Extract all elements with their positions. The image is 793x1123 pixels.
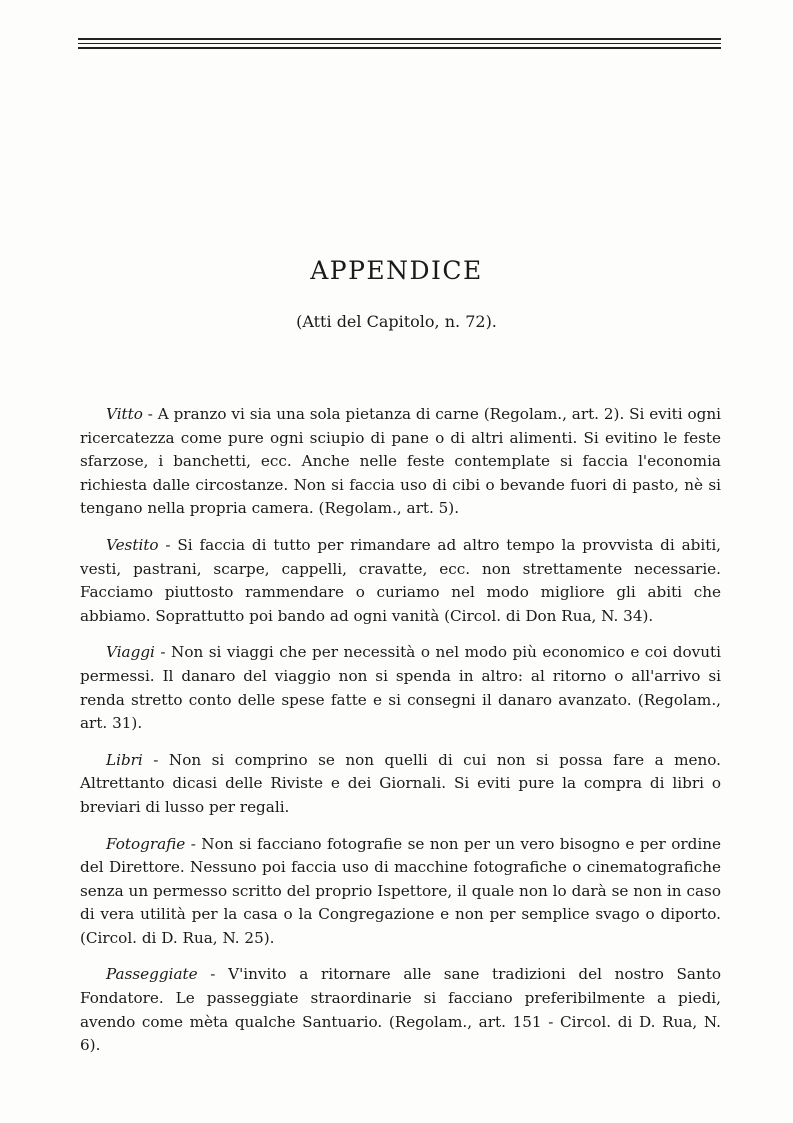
section-label: Vitto [106,405,143,423]
page-subtitle: (Atti del Capitolo, n. 72). [296,312,497,331]
top-rule-thin [78,43,721,44]
section-paragraph [80,749,721,820]
section-fotografie [80,833,721,951]
section-vestito [80,534,721,628]
section-label: Vestito [106,535,159,554]
section-passeggiate [80,963,721,1057]
section-vitto [80,403,721,521]
section-paragraph [80,963,721,1057]
section-text: - A pranzo vi sia una sola pietanza di carne (Regolam., art. 2). Si eviti ogni ricercatezza come pure ogni sciupio di pane o di altri alimenti. Si evitino le feste sfarzose, i banchetti, ecc. Anche nelle feste contemplate si faccia l'economia richiesta dalle circostanze. Non si faccia uso di cibi o bevande fuori di pasto, nè si tengano nella propria camera. (Regolam., art. 5). [80,405,721,518]
section-paragraph [80,403,721,521]
section-paragraph [80,833,721,951]
top-rule-bottom [78,47,721,49]
section-text: - Non si facciano fotografie se non per un vero bisogno e per ordine del Direttore. Nessuno poi faccia uso di macchine fotografiche o cinematografiche senza un permesso scritto del proprio Ispettore, il quale non lo darà se non in caso di vera utilità per la casa o la Congregazione e non per semplice svago o diporto. (Circol. di D. Rua, N. 25). [80,834,721,947]
section-libri [80,749,721,820]
page-title: APPENDICE [310,256,483,285]
section-label: Viaggi [106,643,155,662]
section-viaggi [80,641,721,735]
appendix-sections [80,403,721,1071]
section-label: Passeggiate [106,965,198,984]
section-label: Fotografie [106,834,186,853]
section-label: Libri [106,750,143,769]
section-text: - Non si comprino se non quelli di cui non si possa fare a meno. Altrettanto dicasi delle Riviste e dei Giornali. Si eviti pure la compra di libri o breviari di lusso per regali. [80,750,721,816]
section-text: - V'invito a ritornare alle sane tradizioni del nostro Santo Fondatore. Le passeggiate straordinarie si facciano preferibilmente a piedi, avendo come mèta qualche Santuario. (Regolam., art. 151 - Circol. di D. Rua, N. 6). [80,965,721,1055]
section-text: - Non si viaggi che per necessità o nel modo più economico e coi dovuti permessi. Il danaro del viaggio non si spenda in altro: al ritorno o all'arrivo si renda stretto conto delle spese fatte e si consegni il danaro avanzato. (Regolam., art. 31). [80,643,721,733]
section-paragraph [80,641,721,735]
section-text: - Si faccia di tutto per rimandare ad altro tempo la provvista di abiti, vesti, pastrani, scarpe, cappelli, cravatte, ecc. non strettamente necessarie. Facciamo piuttosto rammendare o curiamo nel modo migliore gli abiti che abbiamo. Soprattutto poi bando ad ogni vanità (Circol. di Don Rua, N. 34). [80,535,722,625]
section-paragraph [80,534,721,628]
top-rule [78,38,721,40]
